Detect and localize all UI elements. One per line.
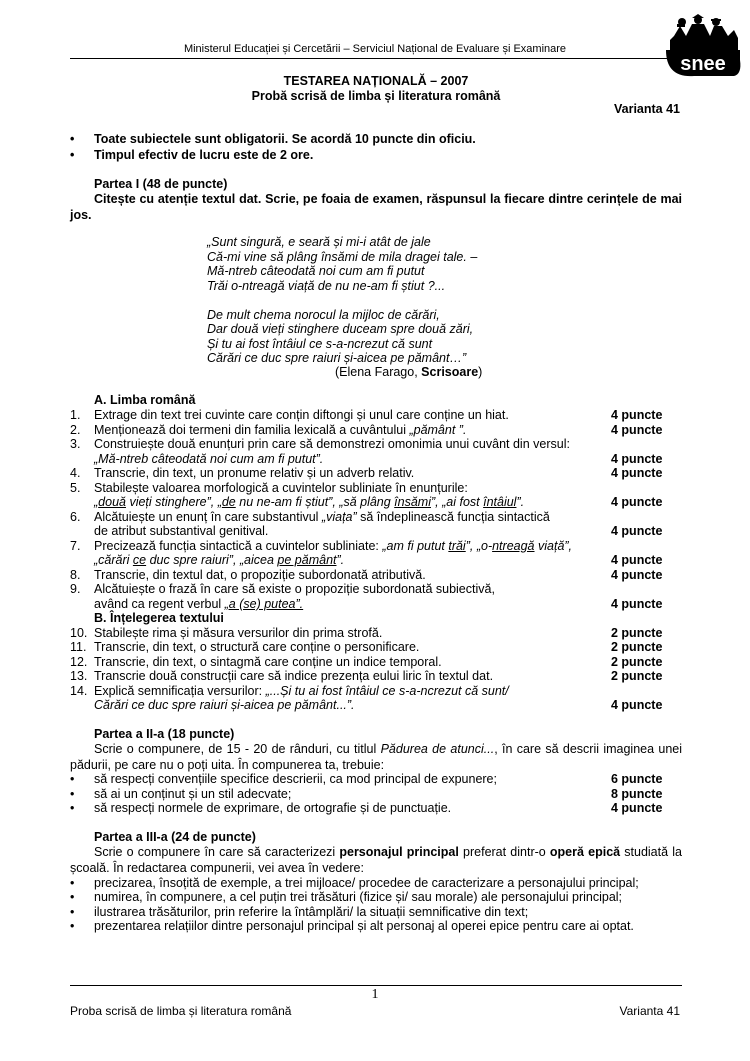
part1-intro: Citește cu atenție textul dat. Scrie, pe foaia de examen, răspunsul la fiecare dintre cerințele de mai jos. [70, 192, 682, 222]
header-divider [70, 58, 682, 59]
list-item: 13. Transcrie două construcții care să indice prezența eului liric în textul dat. 2 puncte [70, 669, 663, 683]
part2-heading: Partea a II-a (18 puncte) [94, 727, 235, 741]
section-a-heading: A. Limba română [94, 393, 196, 407]
list-item-continuation: „cărări ce duc spre raiuri”, „aicea pe pământ”. 4 puncte [94, 553, 663, 567]
exam-title: TESTAREA NAȚIONALĂ – 2007 [283, 74, 469, 88]
list-item: 1. Extrage din text trei cuvinte care conțin diftongi și unul care conține un hiat. 4 puncte [70, 408, 663, 422]
list-item: • numirea, în compunere, a cel puțin trei trăsături (fizice și/ sau morale) ale personajului principal; [70, 890, 623, 904]
list-item: 8. Transcrie, din textul dat, o propoziție subordonată atributivă. 4 puncte [70, 568, 663, 582]
list-item-continuation: „Mă-ntreb câteodată noi cum am fi putut”. 4 puncte [94, 452, 663, 466]
list-item: 5. Stabilește valoarea morfologică a cuvintelor subliniate în enunțurile: [70, 481, 468, 495]
section-b-heading: B. Înțelegerea textului [94, 611, 224, 625]
list-item: • să ai un conținut și un stil adecvate; 8 puncte [70, 787, 663, 801]
list-item: 2. Menționează doi termeni din familia lexicală a cuvântului „pământ ”. 4 puncte [70, 423, 663, 437]
bullet-icon: • [70, 801, 75, 815]
list-item: • să respecți convențiile specifice descrierii, ca mod principal de expunere; 6 puncte [70, 772, 663, 786]
list-item-continuation: având ca regent verbul „a (se) putea”. 4 puncte [94, 597, 663, 611]
footer-left: Proba scrisă de limba și literatura română [70, 1004, 292, 1018]
list-item: • ilustrarea trăsăturilor, prin referire la întâmplări/ la situații semnificative din text; [70, 905, 529, 919]
list-item: • precizarea, însoțită de exemple, a trei mijloace/ procedee de caracterizare a personajului principal; [70, 876, 639, 890]
part1-heading: Partea I (48 de puncte) [94, 177, 228, 191]
list-item: 4. Transcrie, din text, un pronume relativ și un adverb relativ. 4 puncte [70, 466, 663, 480]
header-ministry: Ministerul Educației și Cercetării – Serviciul Național de Evaluare și Examinare [183, 43, 567, 55]
part3-intro: Scrie o compunere în care să caracterizezi personajul principal preferat dintr-o operă epică studiată la școală. În redactarea compunerii, vei avea în vedere: [70, 845, 682, 875]
bullet-icon: • [70, 787, 75, 801]
poem-attribution: (Elena Farago, Scrisoare) [335, 365, 483, 379]
list-item: 7. Precizează funcția sintactică a cuvintelor subliniate: „am fi putut trăi”, „o-ntreagă viață”, [70, 539, 573, 553]
bullet-icon: • [70, 148, 75, 162]
list-item: • să respecți normele de exprimare, de ortografie și de punctuație. 4 puncte [70, 801, 663, 815]
footer-right: Varianta 41 [619, 1004, 680, 1018]
bullet-icon: • [70, 772, 75, 786]
list-item: 10. Stabilește rima și măsura versurilor din prima strofă. 2 puncte [70, 626, 663, 640]
list-item-continuation: de atribut substantival genitival. 4 puncte [94, 524, 663, 538]
part3-heading: Partea a III-a (24 de puncte) [94, 830, 256, 844]
footer-divider [70, 985, 682, 986]
bullet-icon: • [70, 919, 75, 933]
list-item: 9. Alcătuiește o frază în care să existe o propoziție subordonată subiectivă, [70, 582, 495, 596]
list-item-continuation: Cărări ce duc spre raiuri și-aicea pe pământ...”. 4 puncte [94, 698, 663, 712]
list-item: 11. Transcrie, din text, o structură care conține o personificare. 2 puncte [70, 640, 663, 654]
bullet-icon: • [70, 876, 75, 890]
list-item: 6. Alcătuiește un enunț în care substantivul „viața” să îndeplinească funcția sintactică [70, 510, 550, 524]
list-item: 3. Construiește două enunțuri prin care să demonstrezi omonimia unui cuvânt din versul: [70, 437, 570, 451]
exam-subtitle: Probă scrisă de limba și literatura română [251, 89, 501, 103]
poem-text: „Sunt singură, e seară și mi-i atât de jale Că-mi vine să plâng însămi de mila dragei tale. – Mă-ntreb câteodată noi cum am fi putut Trăi o-ntreagă viață de nu ne-am fi știut ?... De mult chema norocul la mijloc de cărări, Dar două vieți stinghere duceam spre două zări, Și tu ai fost întâiul ce s-a-ncrezut că sunt Cărări ce duc spre raiuri și-aicea pe pământ…” [207, 235, 478, 365]
list-item-continuation: „două vieți stinghere”, „de nu ne-am fi știut”, „să plâng însămi”, „ai fost întâiul”. 4 puncte [94, 495, 663, 509]
variant-label: Varianta 41 [613, 102, 680, 116]
snee-logo [664, 14, 742, 78]
list-item: • prezentarea relațiilor dintre personajul principal și alt personaj al operei epice pentru care ai optat. [70, 919, 634, 933]
list-item: 14. Explică semnificația versurilor: „...Și tu ai fost întâiul ce s-a-ncrezut că sunt/ [70, 684, 509, 698]
logo-text: snee [680, 53, 726, 75]
list-item: 12. Transcrie, din text, o sintagmă care conține un indice temporal. 2 puncte [70, 655, 663, 669]
page-number: 1 [371, 987, 379, 1002]
bullet-icon: • [70, 890, 75, 904]
bullet-icon: • [70, 132, 75, 146]
part2-intro: Scrie o compunere, de 15 - 20 de rânduri, cu titlul Pădurea de atunci..., în care să descrii imaginea unei pădurii, pe care nu o poți uita. În compunerea ta, trebuie: [70, 742, 683, 772]
bullet-icon: • [70, 905, 75, 919]
